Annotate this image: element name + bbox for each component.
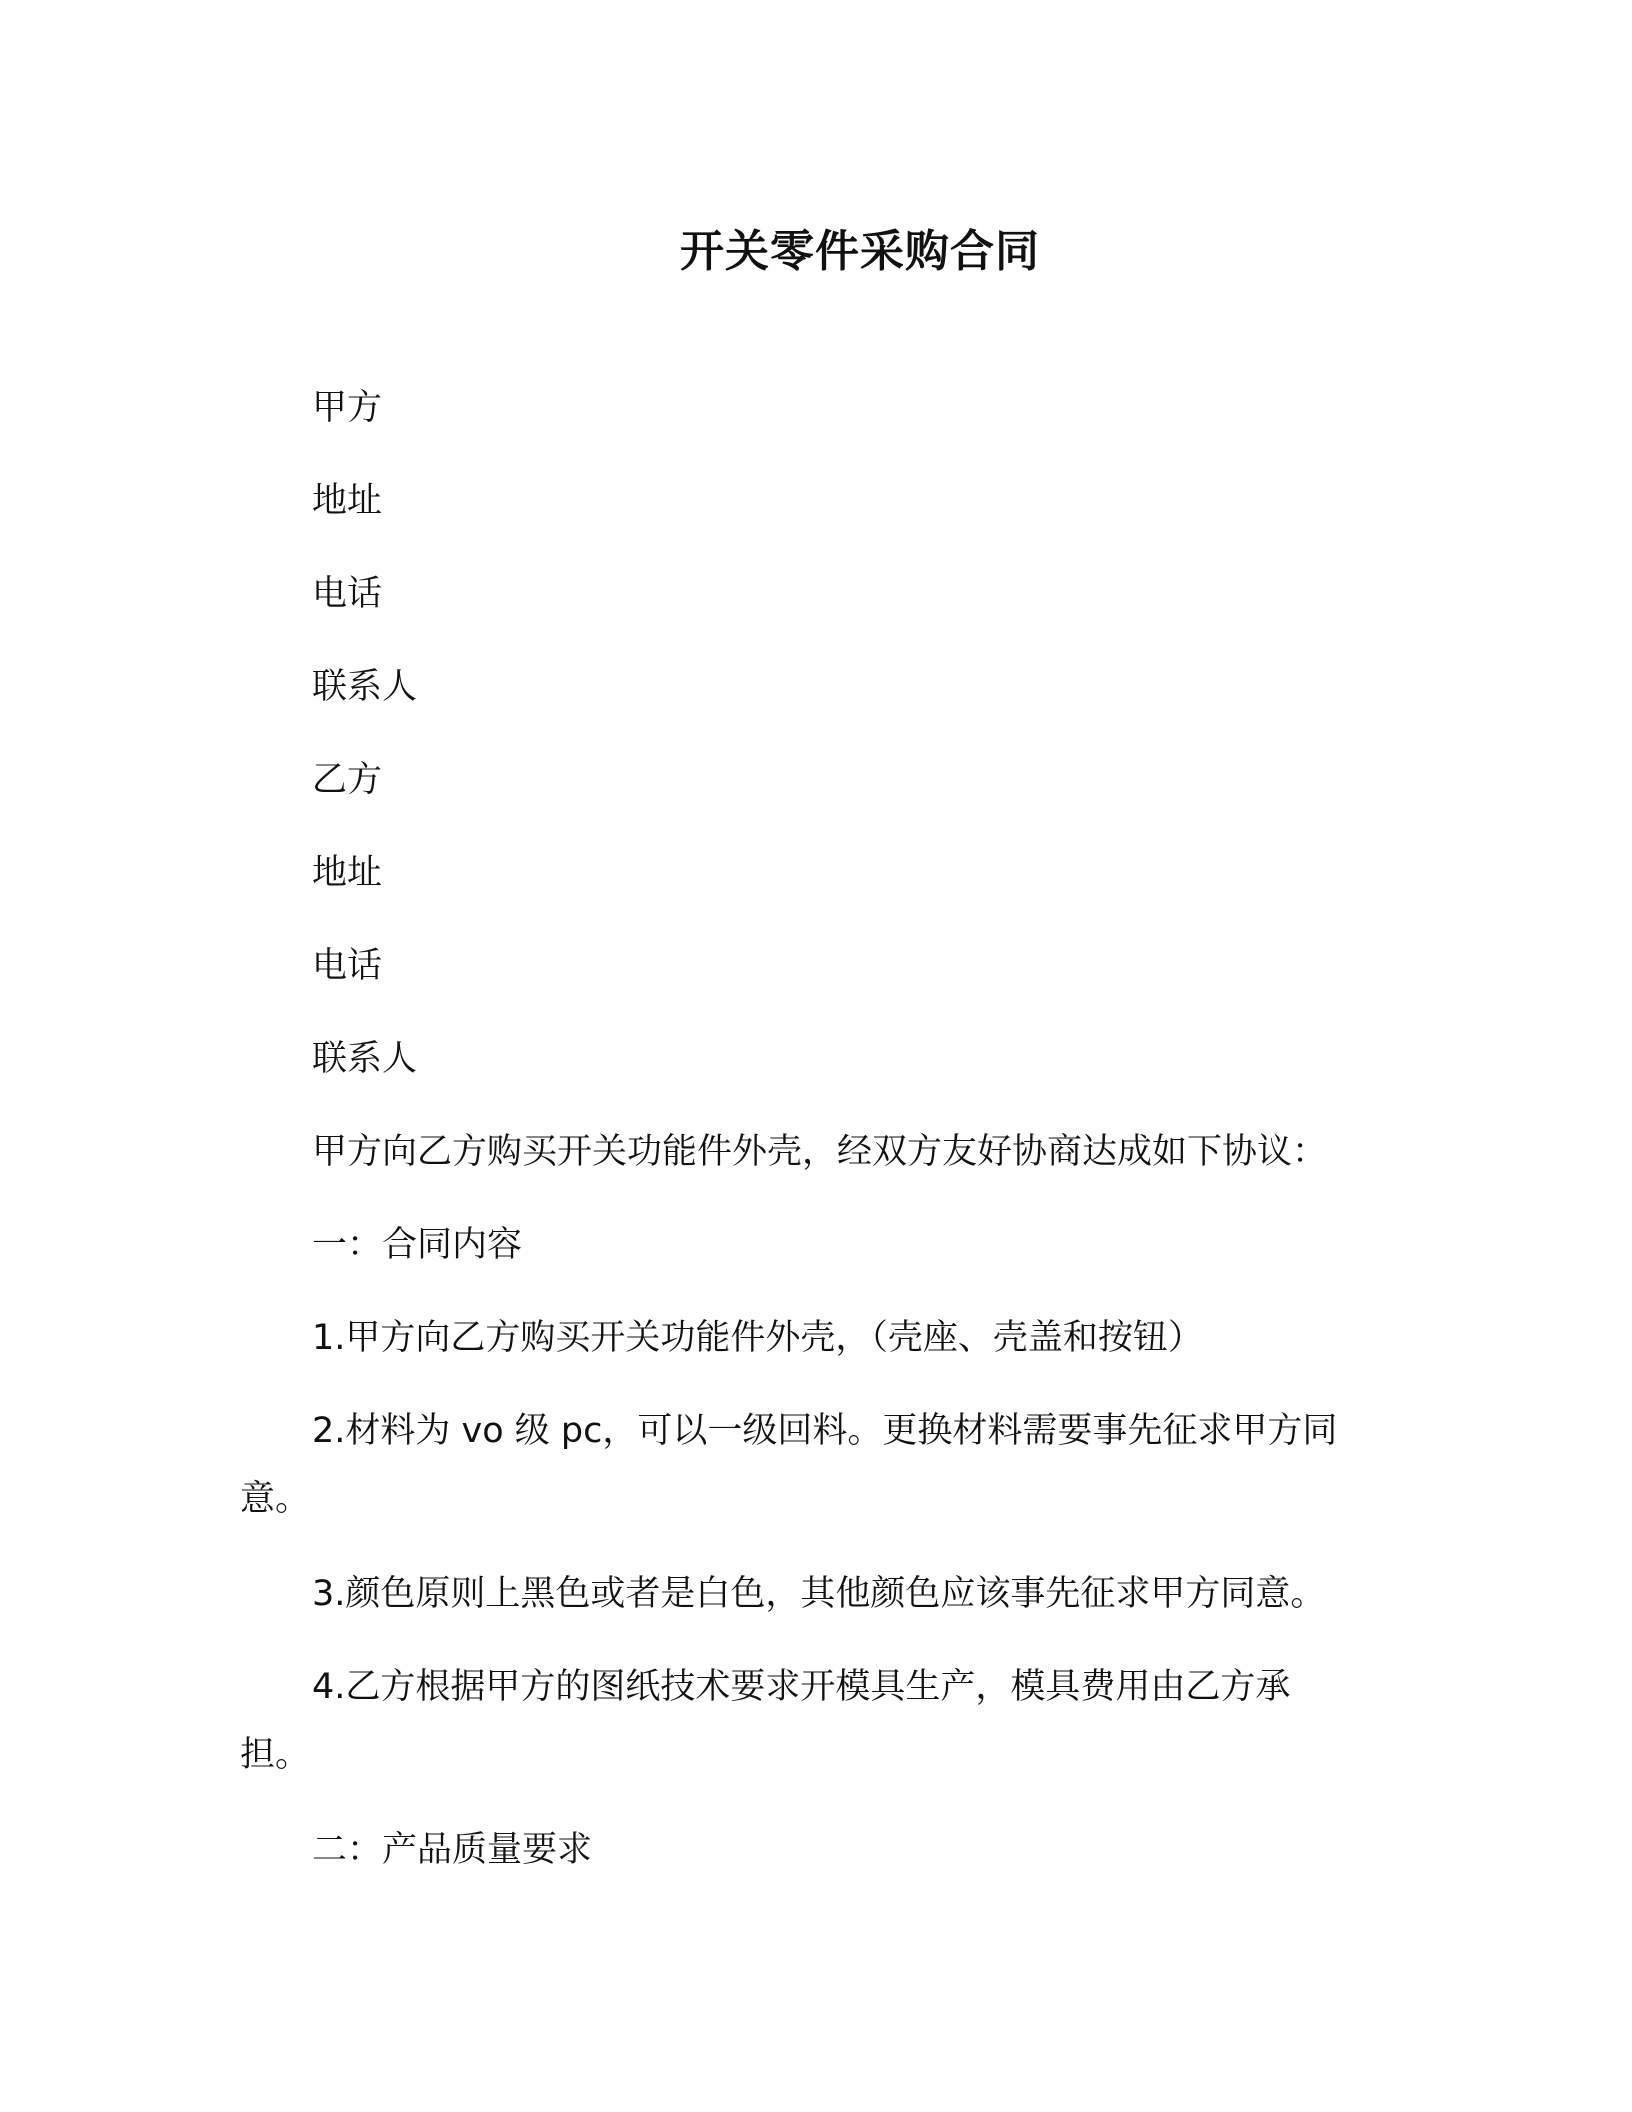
section-1-heading: 一：合同内容 <box>312 1225 523 1265</box>
party-b-label: 乙方 <box>312 760 383 800</box>
clause-1: 1.甲方向乙方购买开关功能件外壳，（壳座、壳盖和按钮） <box>312 1318 1203 1358</box>
party-b-phone-label: 电话 <box>312 946 383 986</box>
section-2-heading: 二：产品质量要求 <box>312 1830 593 1870</box>
party-a-label: 甲方 <box>312 388 383 428</box>
party-a-phone-label: 电话 <box>312 574 383 614</box>
clause-4: 4.乙方根据甲方的图纸技术要求开模具生产，模具费用由乙方承担。 <box>240 1667 1291 1775</box>
intro-paragraph: 甲方向乙方购买开关功能件外壳，经双方友好协商达成如下协议： <box>312 1132 1328 1172</box>
document-title: 开关零件采购合同 <box>680 226 1040 277</box>
party-b-contact-label: 联系人 <box>312 1039 418 1079</box>
clause-3: 3.颜色原则上黑色或者是白色，其他颜色应该事先征求甲方同意。 <box>312 1574 1326 1614</box>
clause-2: 2.材料为 vo 级 pc，可以一级回料。更换材料需要事先征求甲方同意。 <box>240 1411 1338 1519</box>
party-a-contact-label: 联系人 <box>312 667 418 707</box>
party-b-address-label: 地址 <box>312 853 383 893</box>
party-a-address-label: 地址 <box>312 481 383 521</box>
